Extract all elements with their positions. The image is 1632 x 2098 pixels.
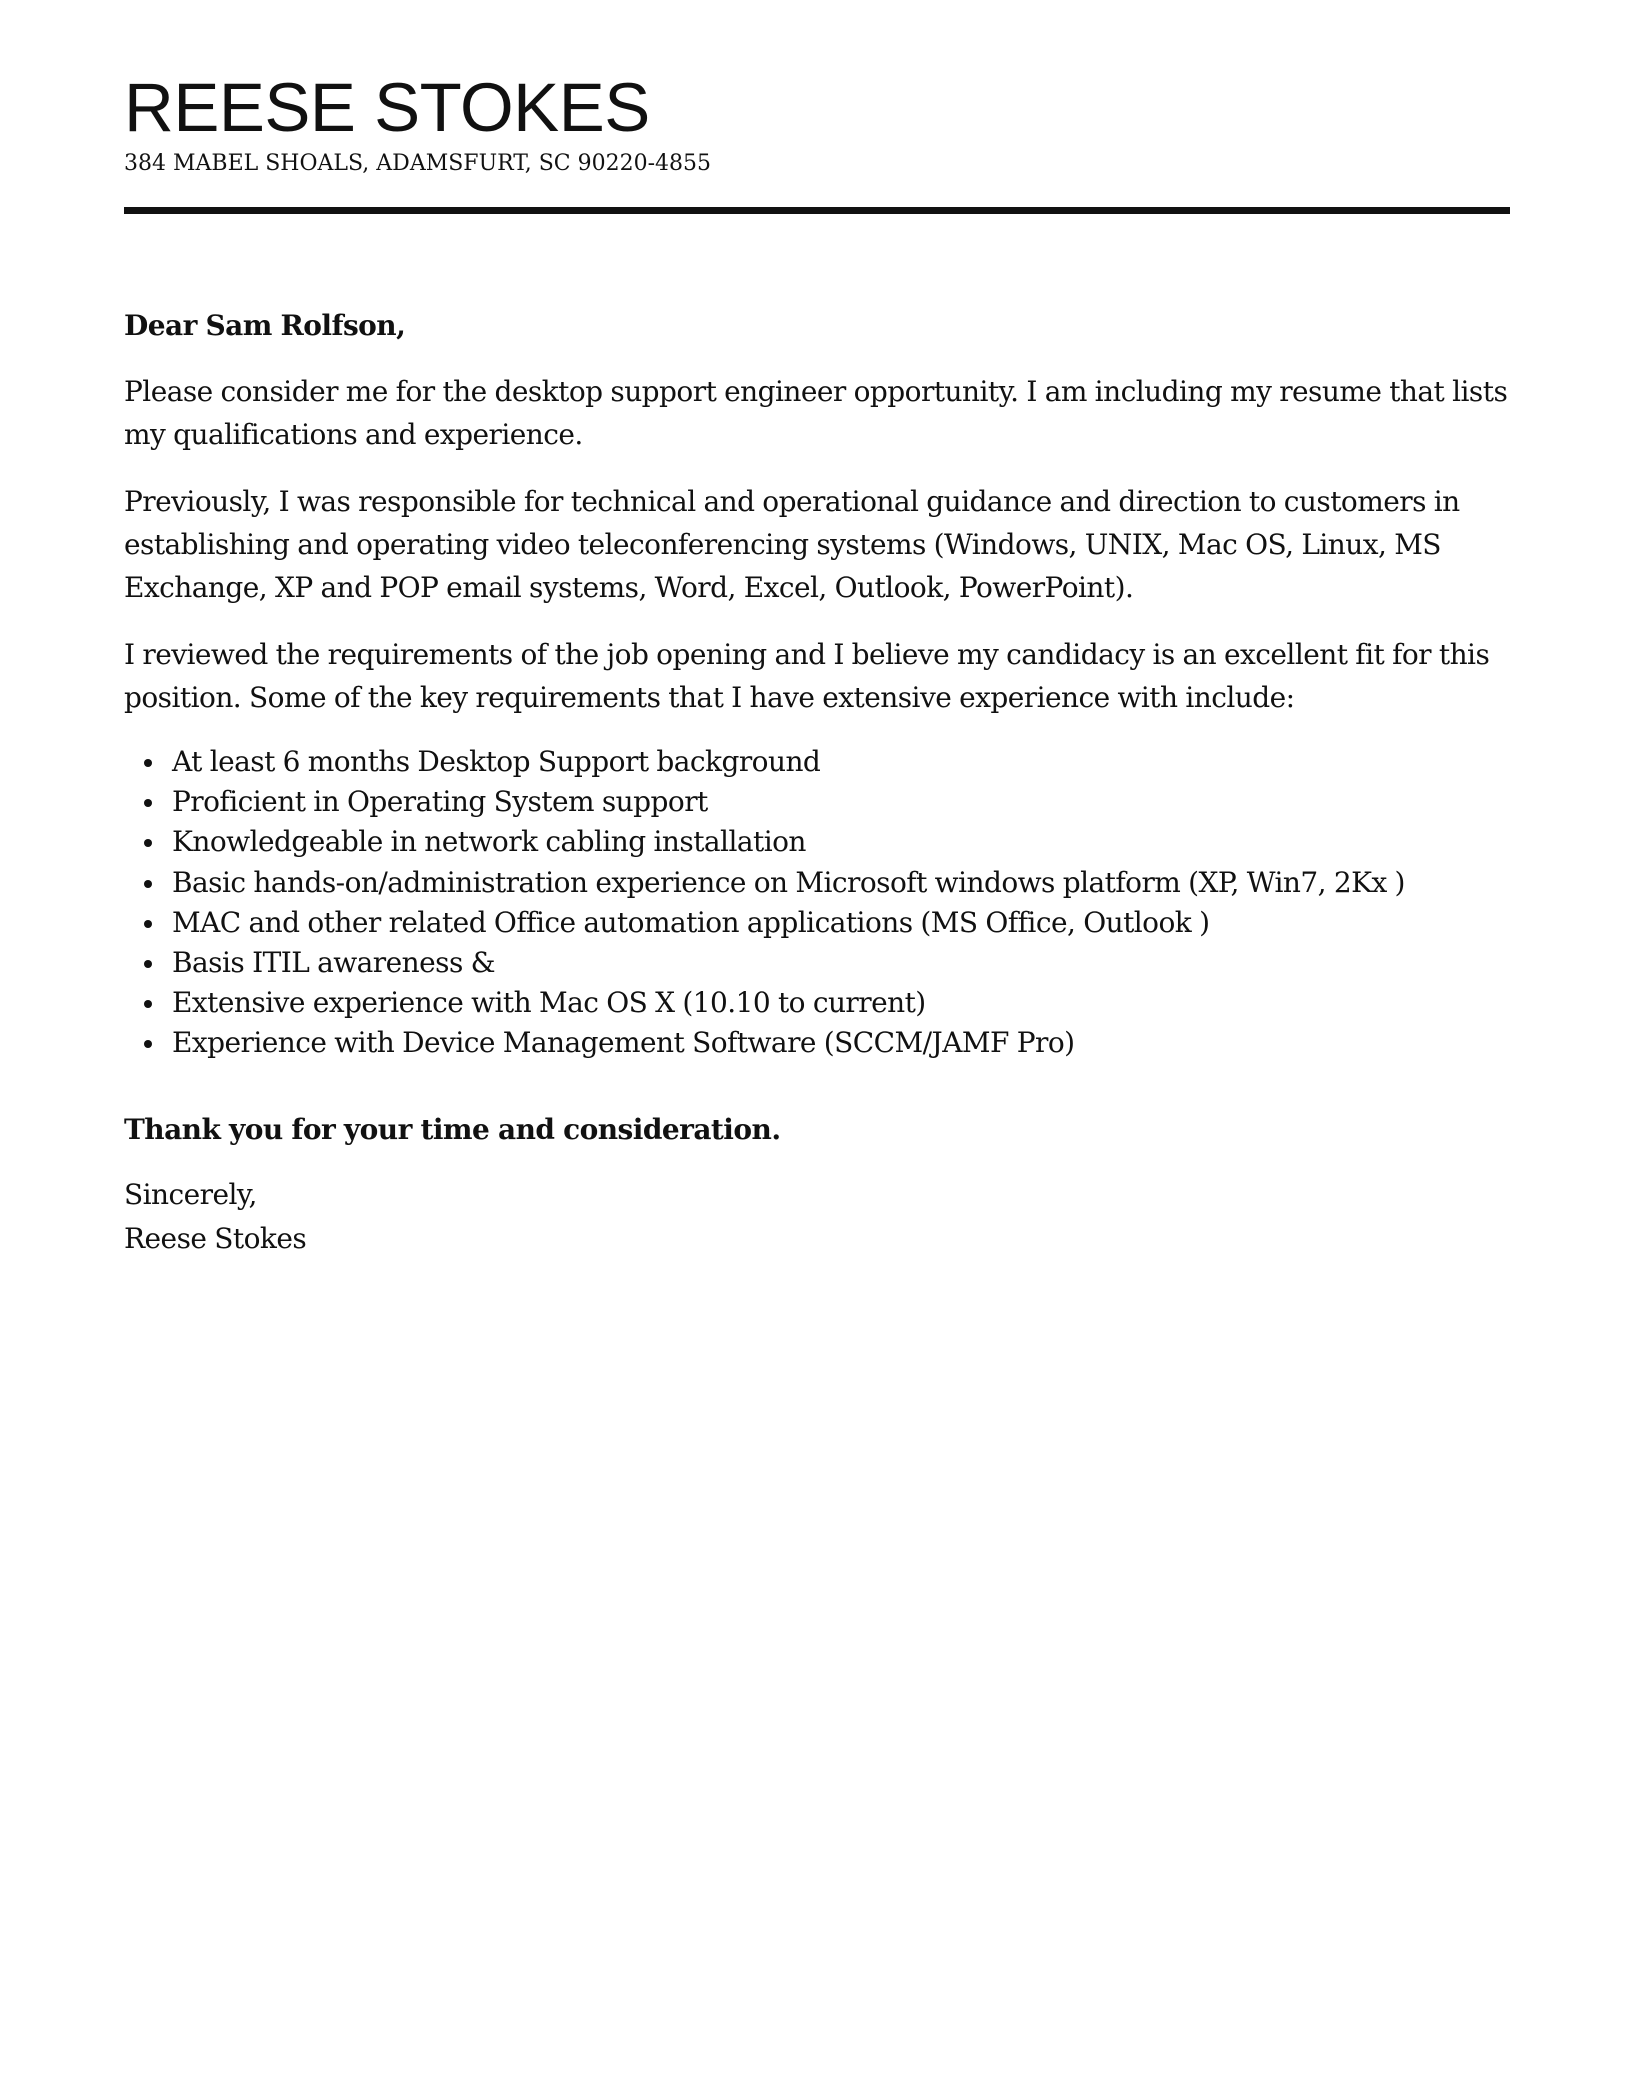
list-item — [172, 943, 1510, 983]
requirement-text: Basis ITIL awareness & — [172, 946, 496, 980]
letter-paragraph-requirements-intro: I reviewed the requirements of the job opening and I believe my candidacy is an excellent fit for this position. Some of the key requirements that I have extensive experience with include: — [124, 638, 1490, 714]
signature-name: Reese Stokes — [124, 1222, 307, 1255]
requirement-text: Experience with Device Management Software (SCCM/JAMF Pro) — [172, 1026, 1075, 1060]
requirements-list — [124, 742, 1510, 1064]
list-item — [172, 903, 1510, 943]
requirement-text: Knowledgeable in network cabling installation — [172, 825, 806, 859]
requirement-text: Proficient in Operating System support — [172, 785, 708, 819]
requirement-text: Extensive experience with Mac OS X (10.10 to current) — [172, 986, 926, 1020]
bullet-icon — [144, 1000, 152, 1008]
list-item — [172, 742, 1510, 782]
letter-signoff — [124, 1173, 1510, 1261]
bullet-icon — [144, 1040, 152, 1048]
list-item — [172, 822, 1510, 862]
bullet-icon — [144, 799, 152, 807]
list-item — [172, 983, 1510, 1023]
letter-paragraph-experience: Previously, I was responsible for technical and operational guidance and direction to customers in establishing and operating video teleconferencing systems (Windows, UNIX, Mac OS, Linux, MS Exchange, XP and POP email systems, Word, Excel, Outlook, PowerPoint). — [124, 485, 1460, 604]
closing-salutation: Sincerely, — [124, 1178, 257, 1211]
requirement-text: MAC and other related Office automation applications (MS Office, Outlook ) — [172, 905, 1210, 939]
letter-thanks: Thank you for your time and consideration. — [124, 1113, 781, 1146]
bullet-icon — [144, 759, 152, 767]
list-item — [172, 1023, 1510, 1063]
bullet-icon — [144, 839, 152, 847]
applicant-address: 384 MABEL SHOALS, ADAMSFURT, SC 90220-4855 — [124, 151, 712, 176]
requirement-text: Basic hands-on/administration experience on Microsoft windows platform (XP, Win7, 2Kx ) — [172, 865, 1405, 899]
header-divider — [124, 207, 1510, 214]
applicant-name: REESE STOKES — [124, 69, 650, 146]
requirement-text: At least 6 months Desktop Support background — [172, 745, 821, 778]
list-item — [172, 782, 1510, 822]
list-item — [172, 863, 1510, 903]
bullet-icon — [144, 880, 152, 888]
bullet-icon — [144, 960, 152, 968]
letter-paragraph-intro: Please consider me for the desktop support engineer opportunity. I am including my resume that lists my qualifications and experience. — [124, 375, 1508, 451]
letter-greeting: Dear Sam Rolfson, — [124, 309, 406, 342]
bullet-icon — [144, 920, 152, 928]
